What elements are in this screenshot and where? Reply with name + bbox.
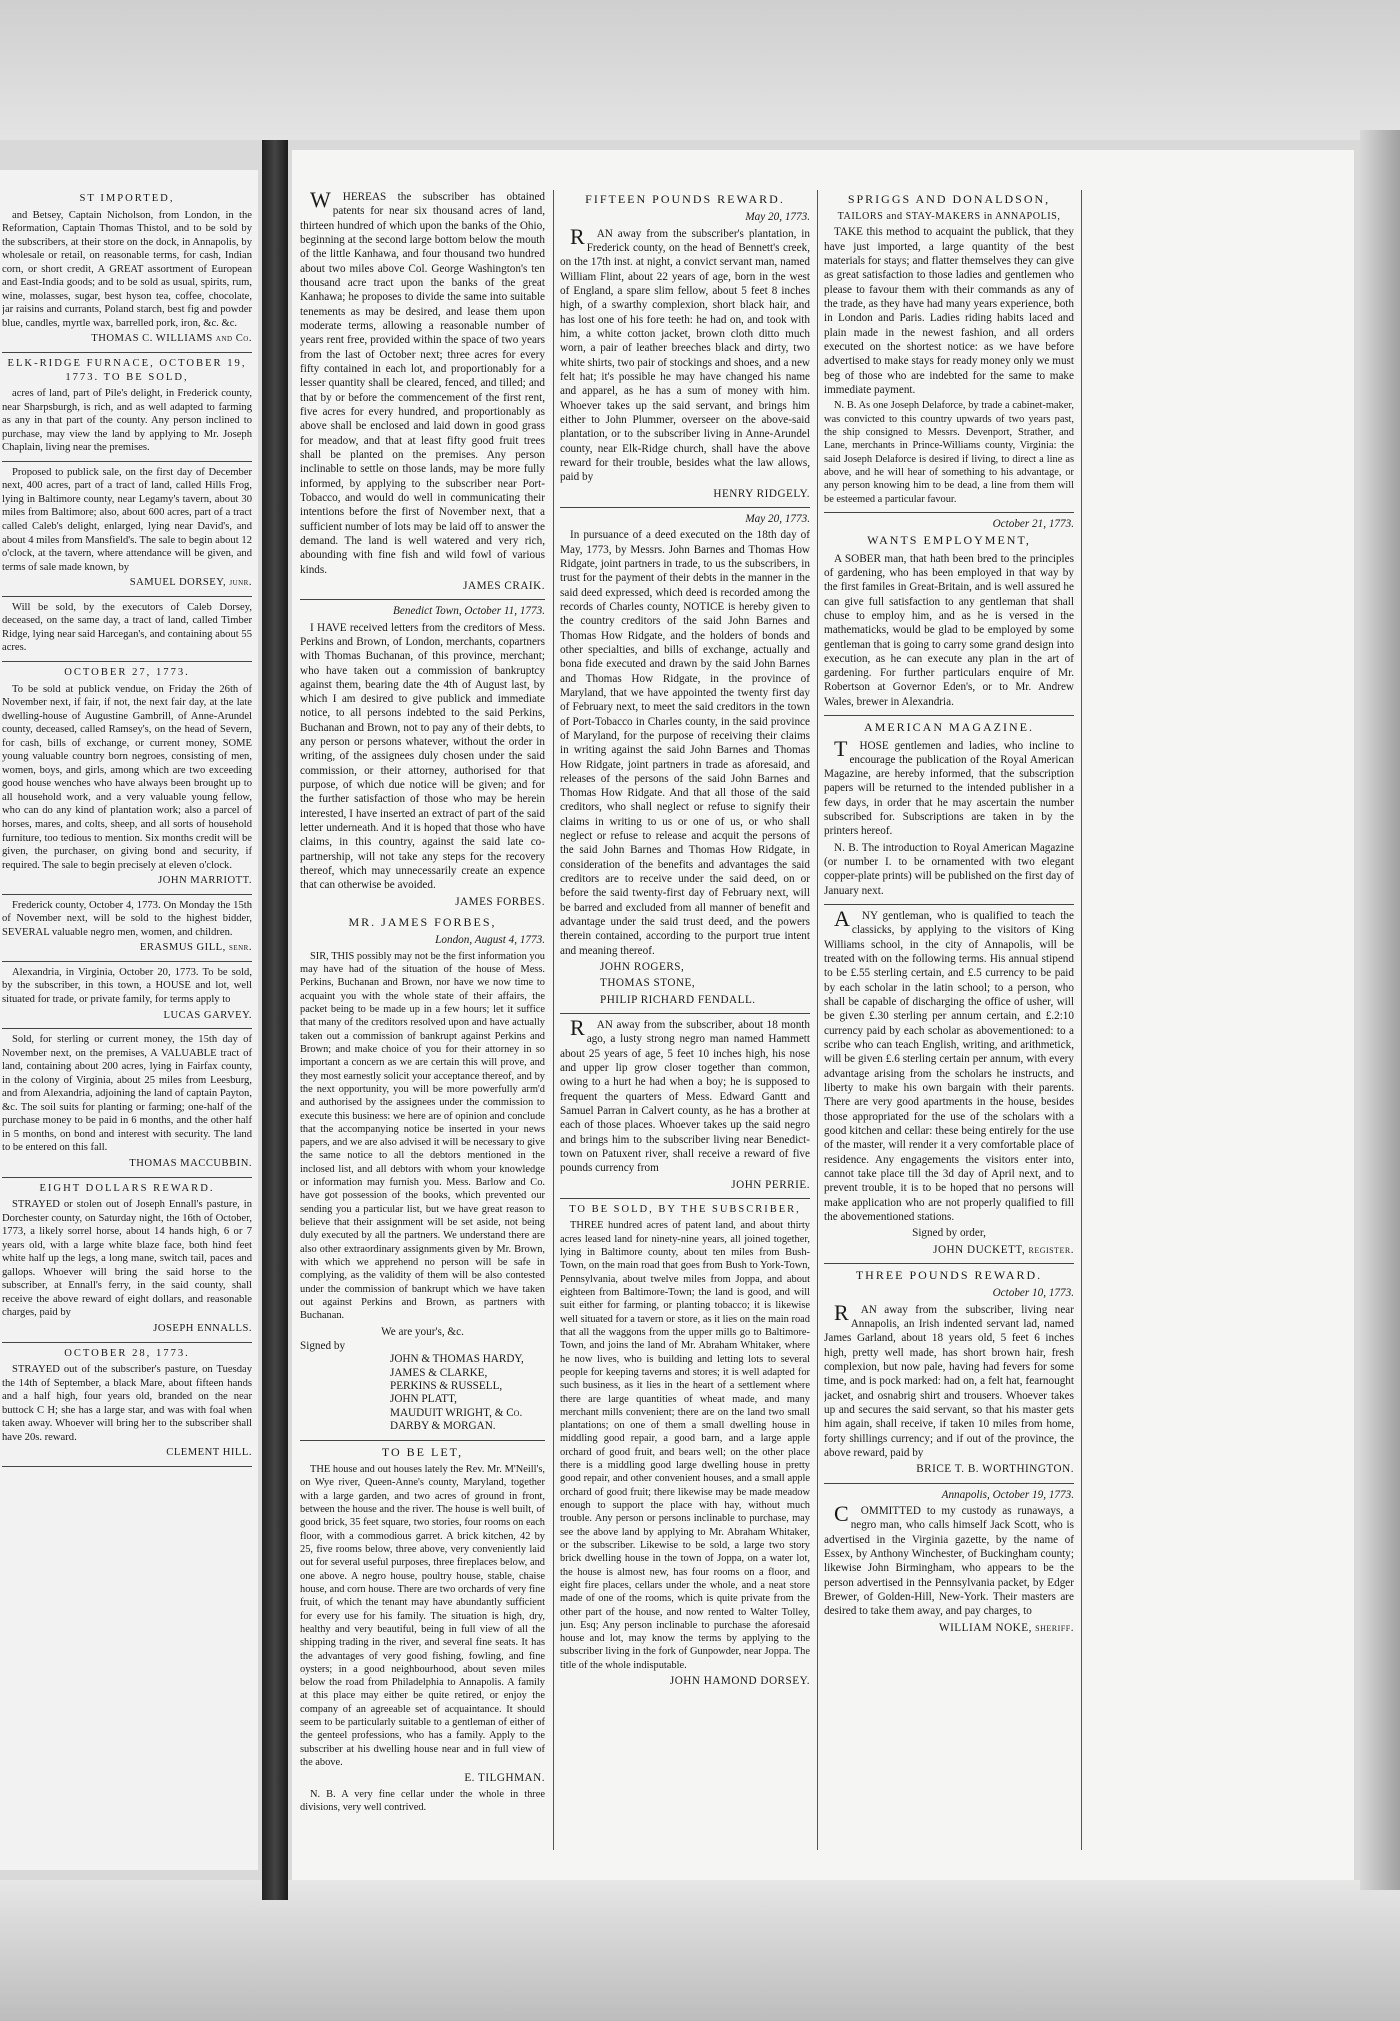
column-rule (817, 190, 818, 1850)
advertisement-spriggs-donaldson (824, 192, 1074, 506)
ad-text: A SOBER man, that hath been bred to the principles of gardening, who has been employed in that way by the first familes in Great-Britain, and is well assured he can give full satisfaction to any gentleman that shall chuse to employ him, and as he is versed in the mathematicks, would be glad to be employed by some gentleman that is going to carry some grand design into execution, as he can execute any plan in the art of gardening. For further particulars enquire of Mr. Robertson at Governor Eden's, or to Mr. Andrew Wales, brewer in Alexandria. (824, 552, 1074, 708)
advertisement-american-magazine (824, 720, 1074, 898)
ad-signature: JOHN DUCKETT, register. (933, 1243, 1074, 1256)
separator (560, 1013, 810, 1014)
column-rule (553, 190, 554, 1850)
ad-text: RAN away from the subscriber, about 18 month ago, a lusty strong negro man named Hammett about 25 years of age, 5 feet 10 inches high, his nose and upper lip grow closer together than common, owing to a hurt he had when a boy; he is supposed to frequent the quarters of Mess. Edward Gantt and Samuel Parran in Calvert county, as he has a brother at each of those places. Whoever takes up the said negro and brings him to the subscriber living near Benedict-town on Patuxent river, shall receive a reward of five pounds currency from (560, 1015, 810, 1175)
separator (560, 1198, 810, 1199)
ad-title: TO BE SOLD, BY THE SUBSCRIBER, (569, 1204, 801, 1216)
ad-title: FIFTEEN POUNDS REWARD. (585, 192, 785, 206)
ad-dateline: October 21, 1773. (992, 517, 1074, 530)
letter-salutation: MR. JAMES FORBES, (348, 915, 497, 930)
ad-dateline: May 20, 1773. (745, 512, 810, 525)
separator (2, 1466, 252, 1467)
signer-list (300, 1353, 545, 1434)
separator (2, 461, 252, 462)
ad-text: THREE hundred acres of patent land, and about thirty acres leased land for ninety-nine years, all joined together, lying in Baltimore county, about ten miles from Bush-Town, on the main road that goes from Bush to York-Town, Pennsylvania, about twelve miles from Joppa, and about eighteen from Baltimore-Town; the land is good, and will suit either for farming, or planting tobacco; it is likewise well situated for a tavern or store, as it lies on the main road that all the waggons from the upper mills go to Baltimore-Town, and joins the land of Mr. Abraham Whitaker, where he now lives, who is building and letting lots to several people for keeping taverns and stores; it is well adapted for such business, as it lies in the heart of a settlement where there are large quantities of wheat made, and many merchant mills convenient; there are on the land two small plantations; on one of them a small dwelling house in middling good repair, a good barn, and a large apple orchard of good fruit, and bears well; on the other place there is a middling good large dwelling house in pretty good repair, and other convenient houses, and a small apple orchard of good fruit; there likewise may be made meadow enough to support the place with hay, without much trouble. Any person or persons inclinable to purchase, may see the above land by applying to Mr. Abraham Whitaker, or the subscriber. Likewise to be sold, a large two story brick dwelling house in the town of Joppa, on a water lot, the house is almost new, has four rooms on a floor, and eight fire places, cellars under the whole, and a neat store made of one of the rooms, which is quite private from the other part of the house, and now rented to Walter Tolley, jun. Esq; Any person inclinable to purchase the aforesaid house and lot, may know the terms by applying to the subscriber living in the fork of Gunpowder, near Joppa. The title of the whole indisputable. (560, 1220, 810, 1671)
ad-signature: JOHN HAMOND DORSEY. (669, 1675, 810, 1688)
ad-text: To be sold at publick vendue, on Friday the 26th of November next, if fair, if not, the next fair day, at the late dwelling-house of Augustine Gambrill, of Anne-Arundel county, deceased, called Ramsey's, on the head of Severn, for cash, bills of exchange, or current money, SOME young valuable country born negroes, consisting of men, women, boys, and girls, among which are two exceeding good house wenches who have always been brought up to all household work, and a very valuable young fellow, who can do any kind of plantation work; also a parcel of horses, mares, and colts, sheep, and all sorts of household furniture, too tedious to mention. Six months credit will be given, the purchaser, on giving bond and security, if required. The sale to begin precisely at eleven o'clock. (2, 683, 252, 871)
ad-signer: PHILIP RICHARD FENDALL. (600, 993, 756, 1006)
ad-signature: JAMES FORBES. (455, 895, 545, 908)
letter-closing: We are your's, &c. (381, 1325, 464, 1338)
separator (2, 352, 252, 353)
scan-top-margin (0, 0, 1400, 140)
ad-signature: JAMES CRAIK. (463, 579, 545, 592)
ad-signature: BRICE T. B. WORTHINGTON. (916, 1463, 1074, 1476)
advertisement-three-pounds (824, 1268, 1074, 1477)
ad-signature: CLEMENT HILL. (166, 1447, 252, 1459)
ad-text: acres of land, part of Pile's delight, in Frederick county, near Sharpsburgh, is rich, and as well adapted to farming as any in that part of the county. Any person inclined to purchase, may view the land by applying to Mr. Joseph Chaplain, living near the premises. (2, 388, 252, 454)
advertisement-wants-employment (824, 517, 1074, 709)
ad-signature: THOMAS MACCUBBIN. (129, 1158, 252, 1169)
facing-page-advertisement (2, 1182, 252, 1336)
advertisement-committed (824, 1488, 1074, 1635)
ad-text: THOSE gentlemen and ladies, who incline to encourage the publication of the Royal American Magazine, are hereby informed, that the subscription papers will be returned to the intended publisher in a few days, in order that he may ascertain the number subscribed for. Subscriptions are taken in by the printers hereof. (824, 735, 1074, 838)
facing-page-advertisement (2, 966, 252, 1022)
ad-title: OCTOBER 28, 1773. (64, 1347, 190, 1359)
separator (2, 961, 252, 962)
advertisement-land-for-sale (560, 1203, 810, 1688)
ad-title: OCTOBER 27, 1773. (64, 666, 190, 678)
ad-text: RAN away from the subscriber's plantation, in Frederick county, on the head of Bennett's creek, on the 17th inst. at night, a convict servant man, named William Flint, about 22 years of age, born in the west of England, a spare slim fellow, about 5 feet 8 inches high, of a swarthy complexion, short black hair, and has lost one of his fore teeth: he had on, and took with him, a white cotton jacket, brown cloth ditto much worn, a pair of leather breeches black and dirty, two white shirts, two pair of stockings and shoes, and a new felt hat; it's possible he may have changed his name and apparel, as he has a sum of money with him. Whoever takes up the said servant, and brings him either to John Plummer, overseer on the above-said plantation, or to the subscriber living in Anne-Arundel county, near Elk-Ridge church, shall have the above reward for their trouble, besides what the law allows, paid by (560, 223, 810, 484)
ad-text: In pursuance of a deed executed on the 18th day of May, 1773, by Messrs. John Barnes and Thomas How Ridgate, joint partners in trade, to us the subscribers, in trust for the payment of their debts in the manner in the said deed expressed, which deed is recorded among the records of Charles county, NOTICE is hereby given to the country creditors of the said John Barnes and Thomas How Ridgate, and the holders of bonds and other specialties, and bills of exchange, actually and bona fide executed and drawn by the said John Barnes and Thomas How Ridgate, in the province of Maryland, that we have appointed the twenty first day of February next, to meet the said creditors in the town of Port-Tobacco in Charles county, in the said province of Maryland, for the purpose of receiving their claims in writing against the said John Barnes and Thomas How Ridgate, joint partners in trade as aforesaid, and releases of the persons of the said John Barnes and Thomas How Ridgate. And that all those of the said creditors, who shall neglect or refuse to signify their claims in writing to us or one of us, or who shall neglect or refuse to release and acquit the persons of the said John Barnes and Thomas How Ridgate, in consideration of the benefits and advantages the said creditors are to receive under the said deed, on or before the said twenty-first day of February next, will be barred and excluded from all manner of benefit and advantage under the said trust deed, and the powers therein contained, according to the purport true intent and meaning thereof. (560, 529, 810, 957)
signer: JOHN PLATT, (390, 1393, 457, 1406)
separator (824, 1263, 1074, 1264)
page-edge-shadow (1360, 130, 1400, 1890)
advertisement-fifteen-pounds (560, 192, 810, 501)
ad-note: N. B. A very fine cellar under the whole in three divisions, very well contrived. (300, 1788, 545, 1813)
ad-signer: THOMAS STONE, (600, 977, 696, 990)
newspaper-page (292, 150, 1354, 1880)
ad-text: STRAYED or stolen out of Joseph Ennall's pasture, in Dorchester county, on Saturday night, the 16th of October, 1773, a likely sorrel horse, about 14 hands high, 6 or 7 years old, with a large white blaze face, both hind feet white half up the legs, a long mane, switch tail, paces and gallops. Whoever will bring the said horse to the subscriber, at Ennall's ferry, in the said county, shall receive the above reward of eight dollars, and reasonable charges, paid by (2, 1199, 252, 1319)
signer: PERKINS & RUSSELL, (390, 1380, 503, 1393)
facing-page-column (2, 190, 252, 1850)
ad-title: THREE POUNDS REWARD. (855, 1267, 1043, 1282)
ad-text: Will be sold, by the executors of Caleb Dorsey, deceased, on the same day, a tract of land, called Timber Ridge, lying near said Harcegan's, and containing about 55 acres. (2, 601, 252, 654)
ad-text: STRAYED out of the subscriber's pasture, on Tuesday the 14th of September, a black Mare, about fifteen hands and a half high, four years old, branded on the near buttock C H; she has a large star, and was with foal when taken away. Whoever will bring her to the subscriber shall have 20s. reward. (2, 1364, 252, 1443)
advertisement-barnes-ridgate (560, 512, 810, 1007)
separator (300, 1440, 545, 1441)
ad-signature: SAMUEL DORSEY, junr. (129, 577, 252, 589)
advertisement-to-be-let (300, 1445, 545, 1815)
ad-title: TO BE LET, (381, 1444, 464, 1459)
ad-title: ELK-RIDGE FURNACE, OCTOBER 19, 1773. TO BE SOLD, (7, 358, 247, 383)
advertisement-perkins-notice (300, 604, 545, 909)
ad-signature: ERASMUS GILL, senr. (139, 942, 252, 954)
ad-signature: JOSEPH ENNALLS. (153, 1323, 252, 1335)
book-spine (262, 140, 288, 1900)
facing-page-advertisement (2, 601, 252, 655)
separator (824, 512, 1074, 513)
facing-page-advertisement (2, 466, 252, 590)
scan-bottom-margin (0, 1880, 1400, 2021)
advertisement-king-williams-school (824, 906, 1074, 1257)
column-rule (1081, 190, 1082, 1850)
ad-text: COMMITTED to my custody as runaways, a negro man, who calls himself Jack Scott, who is advertised in the Virginia gazette, by the name of Essex, by Anthony Winchester, of Buckingham county; likewise John Birmingham, who appears to be the person advertised in the Pennsylvania packet, by Edger Brewer, of Golden-Hill, New-York. Their masters are desired to take them away, and pay charges, to (824, 1500, 1074, 1618)
ad-signed: Signed by order, (912, 1227, 986, 1240)
ad-signature: LUCAS GARVEY. (163, 1009, 252, 1021)
advertisement-letter (300, 915, 545, 1434)
ad-signature: JOHN PERRIE. (731, 1178, 810, 1191)
separator (2, 596, 252, 597)
ad-note: N. B. As one Joseph Delaforce, by trade a cabinet-maker, was convicted to this country upwards of two years past, the ship consigned to Messrs. Devenport, Strather, and Lane, merchants in Prince-Williams county, Virginia: the said Joseph Delaforce is desired if living, to direct a line as above, and he will hear of something to his advantage, or any person knowing him to be dead, a line from them will be esteemed a particular favour. (824, 400, 1074, 505)
facing-page (0, 170, 258, 1870)
ad-text: Alexandria, in Virginia, October 20, 1773. To be sold, by the subscriber, in this town, a HOUSE and lot, well situated for trade, or private family, for terms apply to (2, 966, 252, 1005)
ad-signature: THOMAS C. WILLIAMS and Co. (91, 333, 252, 345)
ad-signature: HENRY RIDGELY. (713, 487, 810, 500)
ad-signature: E. TILGHMAN. (464, 1772, 545, 1785)
ad-text: TAKE this method to acquaint the publick, that they have just imported, a large quantity of the best materials for stays; and flatter themselves they can give as great satisfaction to those ladies and gentlemen who please to favour them with their commands as any of the trade, as they have had many years experience, both in London and Paris. Ladies riding habits laced and plain made in the newest fashion, and all orders executed on the shortest notice: as we have before advertised to make stays for ready money only we must beg of those who are indebted for the same to make immediate payment. (824, 226, 1074, 397)
ad-text: and Betsey, Captain Nicholson, from London, in the Reformation, Captain Thomas Thistol, and to be sold by the subscribers, at their store on the dock, in Annapolis, by wholesale or retail, on reasonable terms, for cash, Indian corn, or short credit, A GREAT assortment of European and East-India goods; and to be sold as usual, spirits, rum, wine, molasses, sugar, best hyson tea, coffee, chocolate, jar raisins and currants, Poland starch, best fig and powder blue, candles, myrtle wax, barrelled pork, iron, &c. &c. (2, 209, 252, 329)
signer: JOHN & THOMAS HARDY, (390, 1353, 524, 1366)
facing-page-advertisement (2, 899, 252, 955)
advertisement-runaway-hammett (560, 1015, 810, 1192)
ad-text: Proposed to publick sale, on the first day of December next, 400 acres, part of a tract of land, called Hills Frog, lying in Baltimore county, near Legamy's tavern, about 30 miles from Baltimore; also, about 600 acres, part of a tract called Caleb's delight, enlarged, lying near David's, and about 4 miles from Mansfield's. The sale to begin about 12 o'clock, at the tavern, where attendance will be given, and terms of sale made known, by (2, 466, 252, 573)
ad-text: RAN away from the subscriber, living near Annapolis, an Irish indented servant lad, named James Garland, about 18 years old, 5 feet 6 inches high, pretty well made, has short brown hair, fresh complexion, but now pale, having had fevers for some time, and is pock marked: had on, a felt hat, fearnought jacket, and osnabrig shirt and trousers. Whoever takes up and secures the said servant, so that his master gets him again, shall receive, if taken 10 miles from home, forty shillings currency; and if out of the province, the above reward, paid by (824, 1299, 1074, 1459)
column-1 (300, 190, 545, 1850)
ad-dateline: London, August 4, 1773. (435, 934, 545, 947)
ad-signature: WILLIAM NOKE, sheriff. (939, 1621, 1074, 1634)
signer: JAMES & CLARKE, (390, 1366, 488, 1379)
ad-dateline: Annapolis, October 19, 1773. (941, 1488, 1074, 1501)
facing-page-advertisement (2, 357, 252, 455)
ad-text: WHEREAS the subscriber has obtained patents for near six thousand acres of land, thirteen hundred of which upon the banks of the Ohio, beginning at the second large bottom below the mouth of the little Kanhawa, and four thousand two hundred about two miles above Col. George Washington's ten thousand acre tract upon the banks of the great Kanhawa; he proposes to divide the same into suitable tenements as may be desired, and lease them upon moderate terms, allowing a reasonable number of years rent free, provided within the space of two years from the last of October next; three acres for every fifty contained in each lot, and proportionably for a lesser quantity shall be cleared, fenced, and tilled; and that by or before the commencement of the first rent, five acres for every hundred, and proportionably as above shall be enclosed and laid down in good grass for meadow, and that at least fifty good fruit trees shall be planted on the premises. Any person inclinable to settle on those lands, may be more fully informed, by applying to the subscriber near Port-Tobacco, and would do well in communicating their intentions before the first of November next, that a sufficient number of lots may be laid off to answer the demand. The land is well watered and very rich, abounding with fine fish and wild fowl of various kinds. (300, 190, 545, 576)
separator (560, 507, 810, 508)
separator (2, 894, 252, 895)
separator (300, 599, 545, 600)
ad-title: ST IMPORTED, (79, 193, 175, 204)
separator (2, 661, 252, 662)
ad-text: Sold, for sterling or current money, the 15th day of November next, on the premises, A VALUABLE tract of land, containing about 200 acres, lying in Fairfax county, in the colony of Virginia, about 25 miles from Leesburg, and from Alexandria, adjoining the land of captain Payton, &c. The soil suits for planting or farming; one-half of the purchase money to be paid in 6 months, and the other half in 5 months, on bond and interest with security. The land to be entered on this fall. (2, 1034, 252, 1154)
separator (2, 1028, 252, 1029)
ad-text: SIR, THIS possibly may not be the first information you may have had of the situation of the house of Mess. Perkins, Buchanan and Brown, nor have we now time to acquaint you with the whole state of their affairs, the packet being to be made up in a few hours; let it suffice that many of the creditors resolved upon and have actually taken out a commission of bankrupt against Perkins and Brown; and make choice of you for their attorney in so important a concern as we are certain this will prove, and they most earnestly solicit your acceptance thereof, and by the next opportunity, you will be more powerfully arm'd and authorised by the assignees under the commission to execute this business: we here are of opinion and conclude that the accompanying notice be inserted in your news papers, and we are also advised it will be necessary to give the same notice to all the debtors mentioned in the inclosed list, and all debtors with whom your knowledge or information may furnish you. Mess. Barlow and Co. have got possession of the books, which prevented our sending you a particular list, but we have great reason to believe that their assignment will be set aside, not being duly executed by all the partners. We understand there are also other extraordinary assignments given by Mr. Brown, with which we apprehend no person will be safe in complying, as the validity of them will be also contested under the commission of bankrupt which we have taken out against Perkins and Brown, as partners with Buchanan. (300, 950, 545, 1322)
ad-note: N. B. The introduction to Royal American Magazine (or number I. to be ornamented with two elegant copper-plate prints) will be published on the first day of January next. (824, 841, 1074, 897)
ad-dateline: October 10, 1773. (992, 1287, 1074, 1300)
separator (2, 1177, 252, 1178)
separator (824, 904, 1074, 905)
ad-title: EIGHT DOLLARS REWARD. (39, 1182, 215, 1194)
facing-page-advertisement (2, 1033, 252, 1170)
advertisement-ohio-lands (300, 190, 545, 593)
signer: DARBY & MORGAN. (390, 1420, 496, 1433)
ad-text: Frederick county, October 4, 1773. On Monday the 15th of November next, will be sold to the highest bidder, SEVERAL valuable negro men, women, and children. (2, 899, 252, 938)
ad-title: WANTS EMPLOYMENT, (867, 533, 1031, 548)
ad-signature: JOHN MARRIOTT. (158, 875, 252, 887)
ad-signer: JOHN ROGERS, (600, 961, 685, 974)
ad-text: ANY gentleman, who is qualified to teach the classicks, by applying to the visitors of King Williams school, in the city of Annapolis, will be treated with on the following terms. His annual stipend to be £.55 sterling certain, and £.5 currency to be paid by each scholar in the latin school; to a person, who shall be capable of discharging the office of usher, will be given £.30 sterling per annum certain, and £.2:10 currency paid by each scholar as abovementioned: to a scribe who can teach English, writing, and arithmetick, will be given £.6 sterling certain per annum, with every advantage arising from the scholars he instructs, and liberty to make his own bargain with their parents. There are very good apartments in the house, besides those appropriated for the use of the scholars with a good kitchen and cellar: these being entirely for the use of the master, will render it a very comfortable place of residence. Any engagements the visitors enter into, cannot take place till the 3d day of April next, and to prevent trouble, it is to be hoped that no persons will make application who are not properly qualified to fill the abovementioned stations. (824, 906, 1074, 1223)
signed-label: Signed by (300, 1339, 346, 1352)
separator (824, 715, 1074, 716)
ad-dateline: May 20, 1773. (745, 211, 810, 224)
facing-page-advertisement (2, 666, 252, 888)
ad-title: SPRIGGS AND DONALDSON, (847, 192, 1051, 206)
separator (824, 1483, 1074, 1484)
facing-page-advertisement (2, 192, 252, 346)
ad-text: THE house and out houses lately the Rev. Mr. M'Neill's, on Wye river, Queen-Anne's county, Maryland, together with a large garden, and two acres of ground in front, between the house and the river. The house is well built, of good brick, 35 feet square, two stories, four rooms on each floor, with a commodious garret. A brick kitchen, 42 by 25, five rooms below, three above, very conveniently laid out for several useful purposes, three fireplaces below, and one above. A negro house, poultry house, stable, chaise house, and corn house. There are two orchards of very fine fruit, of which the tenant may have abundantly sufficient for every use for his family. The situation is high, dry, healthy and very beautiful, being in full view of all the shipping trading in the river, and several fine seats. It has the advantages of very good fishing, fowling, and fine oysters; in a good neighbourhood, about seven miles below the road from Philadelphia to Annapolis. A family at this place may either be quite retired, or enjoy the company of an agreeable set of acquaintance. It should seem to be particularly suitable to a gentleman of either of the genteel professions, who has a family. Apply to the subscriber at his dwelling house near and in full view of the above. (300, 1464, 545, 1769)
ad-text: I HAVE received letters from the creditors of Mess. Perkins and Brown, of London, merchants, copartners with Thomas Buchanan, of this province, merchant; who have taken out a commission of bankruptcy against them, bearing date the 4th of August last, by which I am desired to give publick and immediate notice, to all persons indebted to the said Perkins, Buchanan and Brown, not to pay any of their debts, to any person or persons whatever, without the order in writing, of the assignees duly chosen under the said commission, or their attorney, authorised for that purpose, of which due notice will be given; and for the further satisfaction of those who may be herein interested, I have inserted an extract of part of the said letter underneath. And it is hoped that those who have claims, in this country, against the said late co-partnership, will not take any steps for the recovery thereof, which may unnecessarily create an expence that can otherwise be avoided. (300, 621, 545, 892)
ad-title: AMERICAN MAGAZINE. (864, 720, 1034, 735)
separator (2, 1342, 252, 1343)
ad-subtitle: TAILORS and STAY-MAKERS in ANNAPOLIS, (837, 211, 1061, 223)
ad-dateline: Benedict Town, October 11, 1773. (393, 605, 545, 618)
column-2 (560, 190, 810, 1850)
facing-page-advertisement (2, 1347, 252, 1460)
column-3 (824, 190, 1074, 1850)
signer: MAUDUIT WRIGHT, & Co. (390, 1406, 523, 1419)
